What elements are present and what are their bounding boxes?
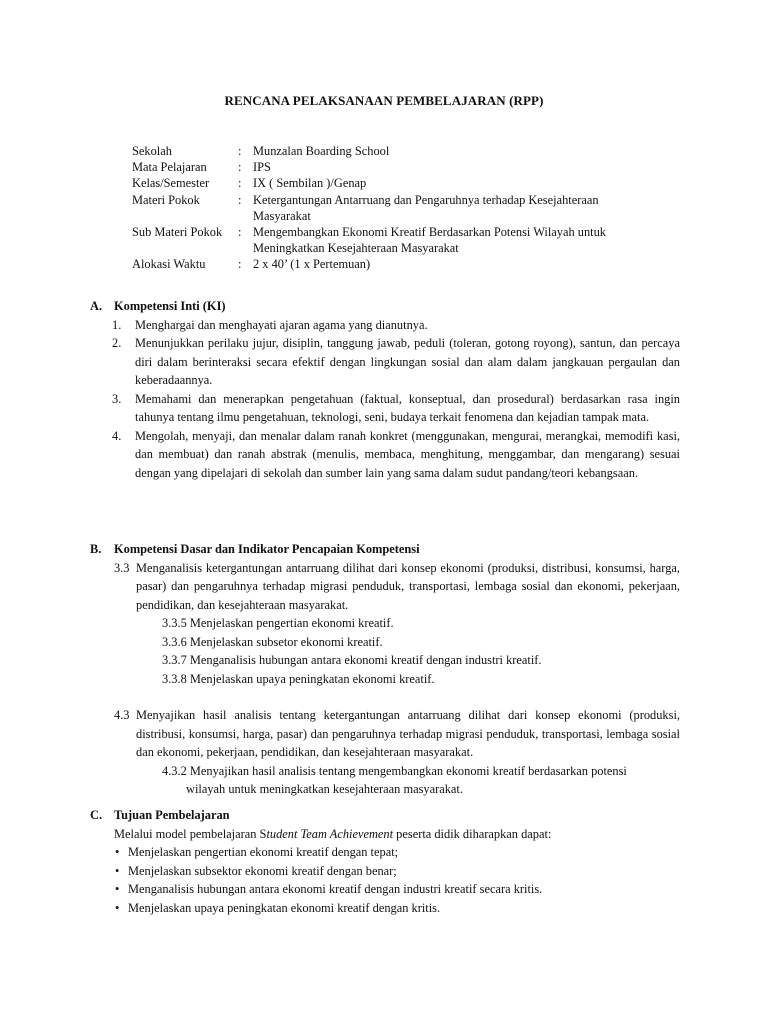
document-title: RENCANA PELAKSANAAN PEMBELAJARAN (RPP) [224, 93, 544, 108]
list-item [90, 316, 680, 335]
identity-value: Munzalan Boarding School [253, 144, 390, 158]
bullet-icon: • [115, 882, 120, 896]
section-heading [90, 540, 680, 559]
indicator-text: 4.3.2 Menyajikan hasil analisis tentang mengembangkan ekonomi kreatif berdasarkan potensi [162, 763, 627, 778]
identity-row [132, 256, 653, 272]
item-number: 2. [112, 336, 122, 350]
bullet-icon: • [115, 845, 120, 859]
indicator: 3.3.8 Menjelaskan upaya peningkatan ekonomi kreatif. [162, 671, 435, 686]
item-text: Mengolah, menyaji, dan menalar dalam ranah konkret (menggunakan, mengurai, merangkai, memodifi kasi, dan membuat) dan ranah abstrak (menulis, membaca, menghitung, menggambar, dan mengarang) sesuai dengan yang dipelajari di sekolah dan sumber lain yang sama dalam sudut pandang/teori kebangsaan. [135, 428, 680, 480]
indicator: 3.3.5 Menjelaskan pengertian ekonomi kreatif. [162, 616, 394, 630]
identity-value: Ketergantungan Antarruang dan Pengaruhnya terhadap Kesejahteraan Masyarakat [253, 192, 599, 223]
kd-text: Menganalisis ketergantungan antarruang dilihat dari konsep ekonomi (produksi, distribusi, konsumsi, harga, pasar) dan pengaruhnya terhadap migrasi penduduk, transportasi, lembaga sosial dan ekonomi, pekerjaan, pendidikan, dan kesejahteraan masyarakat. [136, 560, 680, 612]
identity-row [132, 175, 653, 191]
indicator-continuation: wilayah untuk meningkatkan kesejahteraan masyarakat. [186, 782, 463, 796]
kd-item [90, 706, 680, 762]
indicator: 3.3.6 Menjelaskan subsetor ekonomi kreatif. [162, 634, 383, 649]
section-kompetensi-dasar [90, 540, 680, 799]
kd-number: 4.3 [114, 708, 130, 722]
identity-separator: : [238, 257, 242, 272]
list-item [90, 862, 680, 881]
list-item [90, 880, 680, 899]
item-text: Memahami dan menerapkan pengetahuan (faktual, konseptual, dan prosedural) berdasarkan rasa ingin tahunya tentang ilmu pengetahuan, teknologi, seni, budaya terkait fenomena dan kejadian tampak mata. [135, 391, 680, 424]
item-number: 1. [112, 317, 122, 332]
section-letter: B. [90, 542, 102, 556]
list-item [90, 390, 680, 427]
bullet-icon: • [115, 863, 120, 878]
item-number: 4. [112, 428, 122, 443]
identity-row [132, 224, 653, 256]
kd-number: 3.3 [114, 560, 130, 575]
identity-key: Materi Pokok [132, 192, 200, 207]
bullet-icon: • [115, 900, 120, 915]
identity-value: Mengembangkan Ekonomi Kreatif Berdasarkan Potensi Wilayah untuk Meningkatkan Kesejahteraan Masyarakat [253, 225, 607, 256]
section-letter: A. [90, 299, 103, 313]
item-text: Menjelaskan upaya peningkatan ekonomi kreatif dengan kritis. [128, 900, 441, 915]
section-title: Tujuan Pembelajaran [114, 808, 230, 822]
list-item [90, 427, 680, 483]
identity-row [132, 143, 653, 159]
section-heading [90, 297, 680, 316]
identity-separator: : [238, 225, 242, 240]
identity-row [132, 159, 653, 175]
item-text: Menghargai dan menghayati ajaran agama yang dianutnya. [135, 317, 428, 332]
identity-separator: : [238, 176, 242, 191]
list-item [90, 899, 680, 918]
kd-text: Menyajikan hasil analisis tentang ketergantungan antarruang dilihat dari konsep ekonomi (produksi, distribusi, konsumsi, harga, pasar) dan pengaruhnya terhadap migrasi penduduk, transportasi, lembaga sosial dan ekonomi, pekerjaan, pendidikan, dan kesejahteraan masyarakat. [136, 708, 680, 759]
identity-key: Mata Pelajaran [132, 160, 207, 175]
identity-table [132, 143, 653, 273]
tujuan-intro [90, 825, 680, 844]
kd-item [90, 559, 680, 615]
identity-value: IX ( Sembilan )/Genap [253, 176, 367, 191]
intro-text-end: peserta didik diharapkan dapat: [393, 826, 552, 841]
item-text: Menganalisis hubungan antara ekonomi kreatif dengan industri kreatif secara kritis. [128, 882, 543, 896]
list-item [90, 334, 680, 390]
identity-key: Alokasi Waktu [132, 257, 206, 272]
identity-value: IPS [253, 160, 271, 175]
intro-model-name: tudent Team Achievement [266, 826, 394, 841]
identity-separator: : [238, 192, 242, 207]
item-text: Menjelaskan subsektor ekonomi kreatif dengan benar; [128, 863, 397, 878]
section-heading [90, 806, 680, 825]
identity-key: Sub Materi Pokok [132, 225, 223, 240]
section-title: Kompetensi Dasar dan Indikator Pencapaian Kompetensi [114, 542, 420, 556]
identity-separator: : [238, 160, 242, 175]
identity-key: Kelas/Semester [132, 176, 210, 191]
identity-row [132, 192, 653, 224]
intro-text: Melalui model pembelajaran S [114, 826, 267, 841]
indicator: 3.3.7 Menganalisis hubungan antara ekonomi kreatif dengan industri kreatif. [162, 653, 542, 667]
tujuan-list [90, 843, 680, 917]
section-kompetensi-inti [90, 297, 680, 482]
item-text: Menjelaskan pengertian ekonomi kreatif dengan tepat; [128, 845, 399, 859]
identity-value: 2 x 40’ (1 x Pertemuan) [253, 257, 371, 272]
section-title: Kompetensi Inti (KI) [114, 299, 226, 313]
section-letter: C. [90, 808, 103, 822]
ki-list [90, 316, 680, 483]
item-number: 3. [112, 391, 122, 406]
indicator [90, 762, 680, 799]
identity-key: Sekolah [132, 144, 172, 158]
spacer [90, 688, 680, 706]
identity-separator: : [238, 144, 242, 158]
item-text: Menunjukkan perilaku jujur, disiplin, tanggung jawab, peduli (toleran, gotong royong), santun, dan percaya diri dalam berinteraksi secara efektif dengan lingkungan sosial dan alam dalam jangkauan pergaulan dan keberadaannya. [135, 336, 680, 387]
section-tujuan [90, 806, 680, 917]
list-item [90, 843, 680, 862]
